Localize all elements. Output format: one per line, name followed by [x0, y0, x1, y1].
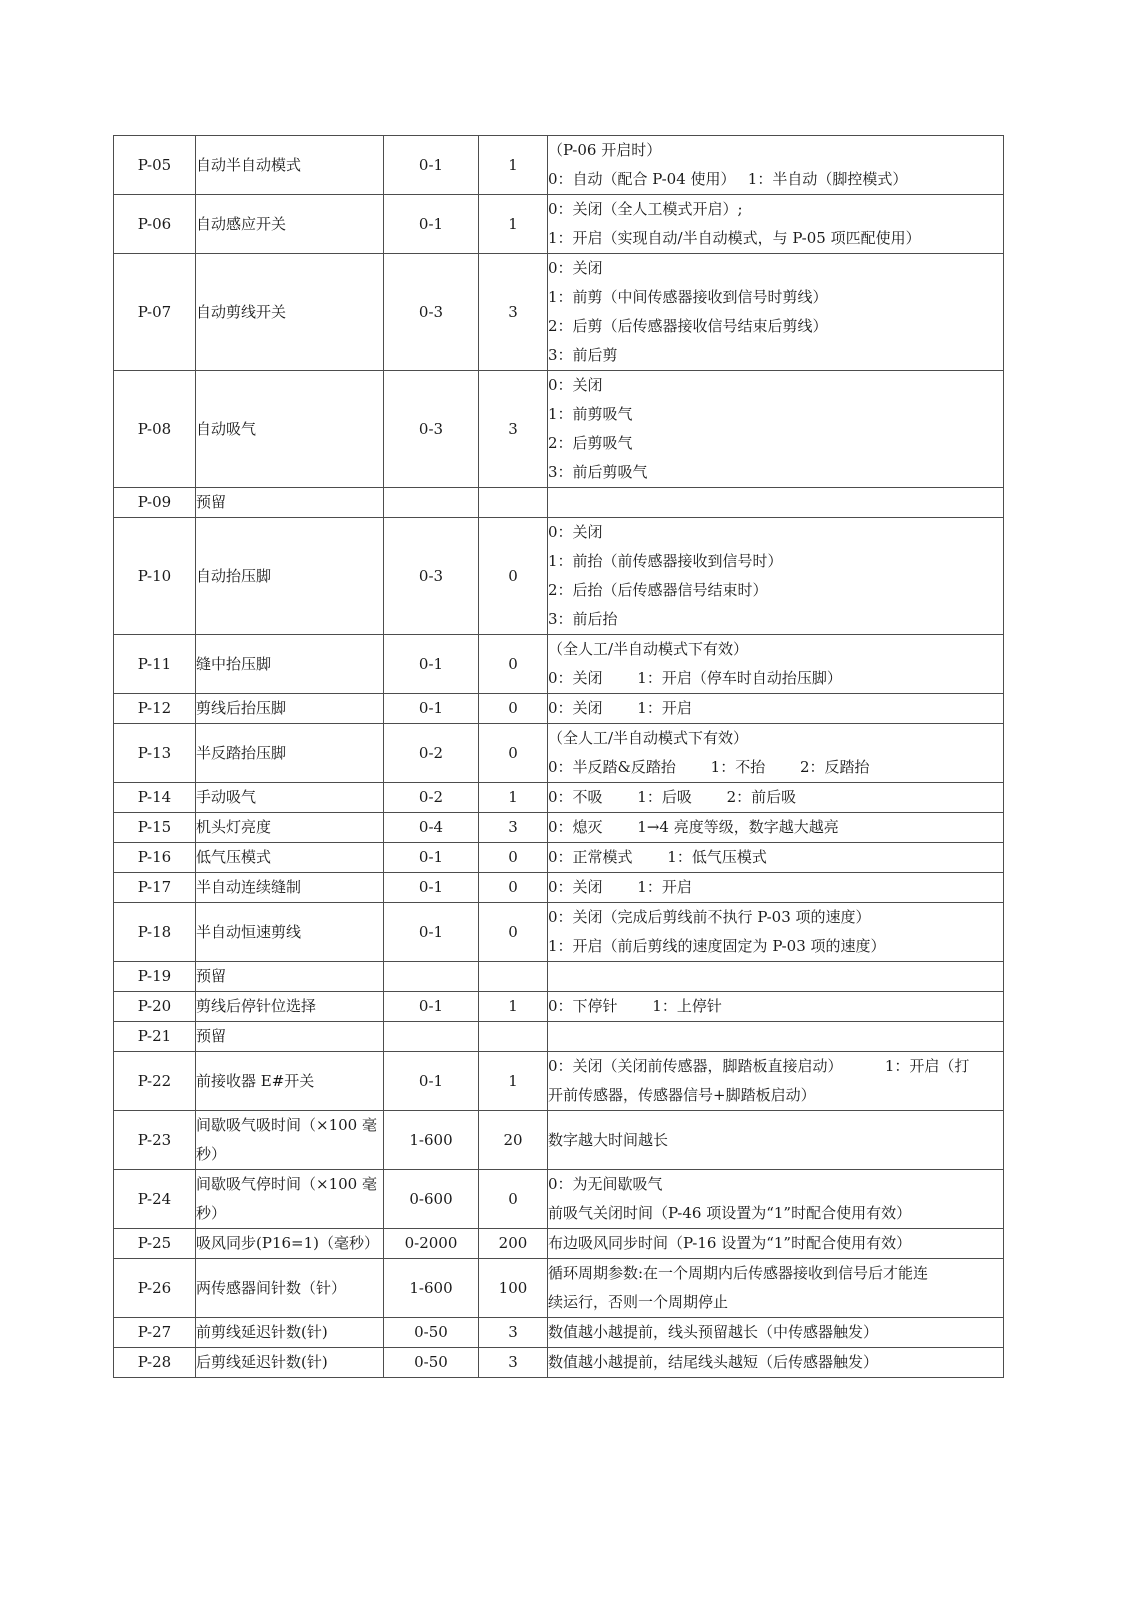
description-line: 1：开启（前后剪线的速度固定为 P-03 项的速度） — [548, 937, 886, 955]
table-row — [114, 992, 1004, 1022]
table-row — [114, 635, 1004, 694]
param-name-cell: 两传感器间针数（针） — [196, 1259, 384, 1318]
param-code-cell: P-22 — [114, 1052, 196, 1111]
description-line: 0：关闭（关闭前传感器，脚踏板直接启动） 1：开启（打 — [548, 1057, 970, 1075]
table-row — [114, 488, 1004, 518]
param-range-cell: 0-3 — [384, 371, 479, 488]
param-name-cell: 自动抬压脚 — [196, 518, 384, 635]
param-default-cell: 0 — [479, 694, 548, 724]
param-range-cell: 0-1 — [384, 635, 479, 694]
param-range-cell: 0-4 — [384, 813, 479, 843]
param-description-cell — [548, 843, 1004, 873]
param-code-cell: P-20 — [114, 992, 196, 1022]
param-range-cell: 0-50 — [384, 1348, 479, 1378]
param-description-cell — [548, 136, 1004, 195]
description-line: （P-06 开启时） — [548, 141, 662, 159]
param-name-cell: 自动半自动模式 — [196, 136, 384, 195]
description-line: 0：熄灭 1→4 亮度等级，数字越大越亮 — [548, 818, 839, 836]
description-line: （全人工/半自动模式下有效） — [548, 640, 749, 658]
param-description-cell — [548, 783, 1004, 813]
param-range-cell: 0-50 — [384, 1318, 479, 1348]
param-name-cell: 后剪线延迟针数(针) — [196, 1348, 384, 1378]
param-range-cell: 1-600 — [384, 1259, 479, 1318]
description-line: 数值越小越提前，线头预留越长（中传感器触发） — [548, 1323, 879, 1341]
param-description-cell — [548, 488, 1004, 518]
param-default-cell: 1 — [479, 992, 548, 1022]
param-code-cell: P-28 — [114, 1348, 196, 1378]
param-name-cell: 机头灯亮度 — [196, 813, 384, 843]
param-code-cell: P-18 — [114, 903, 196, 962]
param-range-cell: 0-1 — [384, 1052, 479, 1111]
param-name-cell: 间歇吸气停时间（×100 毫秒） — [196, 1170, 384, 1229]
table-row — [114, 518, 1004, 635]
description-line: 0：为无间歇吸气 — [548, 1175, 663, 1193]
param-default-cell: 1 — [479, 195, 548, 254]
param-description-cell — [548, 1348, 1004, 1378]
param-default-cell: 20 — [479, 1111, 548, 1170]
table-row — [114, 1229, 1004, 1259]
table-row — [114, 1318, 1004, 1348]
param-name-cell: 预留 — [196, 488, 384, 518]
param-name-cell: 剪线后抬压脚 — [196, 694, 384, 724]
param-default-cell: 3 — [479, 254, 548, 371]
param-range-cell: 0-1 — [384, 843, 479, 873]
parameter-table — [113, 135, 1004, 1378]
table-row — [114, 1111, 1004, 1170]
param-name-cell: 预留 — [196, 1022, 384, 1052]
param-code-cell: P-19 — [114, 962, 196, 992]
param-default-cell: 3 — [479, 1348, 548, 1378]
param-description-cell — [548, 962, 1004, 992]
description-line: 0：关闭 1：开启 — [548, 878, 692, 896]
description-line: 0：不吸 1：后吸 2：前后吸 — [548, 788, 797, 806]
param-description-cell — [548, 518, 1004, 635]
param-code-cell: P-24 — [114, 1170, 196, 1229]
description-line: 2：后剪吸气 — [548, 434, 633, 452]
param-name-cell: 自动剪线开关 — [196, 254, 384, 371]
description-line: 0：下停针 1：上停针 — [548, 997, 722, 1015]
param-description-cell — [548, 1170, 1004, 1229]
param-default-cell: 1 — [479, 1052, 548, 1111]
param-description-cell — [548, 724, 1004, 783]
param-range-cell: 0-2 — [384, 724, 479, 783]
param-description-cell — [548, 1111, 1004, 1170]
param-description-cell — [548, 903, 1004, 962]
param-code-cell: P-25 — [114, 1229, 196, 1259]
param-code-cell: P-12 — [114, 694, 196, 724]
table-row — [114, 903, 1004, 962]
param-code-cell: P-15 — [114, 813, 196, 843]
table-row — [114, 843, 1004, 873]
param-description-cell — [548, 195, 1004, 254]
param-name-cell: 自动吸气 — [196, 371, 384, 488]
param-code-cell: P-26 — [114, 1259, 196, 1318]
param-code-cell: P-06 — [114, 195, 196, 254]
description-line: 0：关闭 — [548, 523, 603, 541]
param-code-cell: P-05 — [114, 136, 196, 195]
param-default-cell: 0 — [479, 635, 548, 694]
param-code-cell: P-16 — [114, 843, 196, 873]
description-line: 0：关闭 1：开启（停车时自动抬压脚） — [548, 669, 842, 687]
param-default-cell: 1 — [479, 136, 548, 195]
description-line: 0：关闭 — [548, 376, 603, 394]
param-range-cell: 0-1 — [384, 873, 479, 903]
description-line: 0：正常模式 1：低气压模式 — [548, 848, 767, 866]
param-range-cell: 0-3 — [384, 254, 479, 371]
param-description-cell — [548, 813, 1004, 843]
param-name-cell: 自动感应开关 — [196, 195, 384, 254]
param-name-cell: 缝中抬压脚 — [196, 635, 384, 694]
description-line: 1：前剪吸气 — [548, 405, 633, 423]
param-default-cell: 0 — [479, 843, 548, 873]
description-line: 前吸气关闭时间（P-46 项设置为“1”时配合使用有效） — [548, 1204, 912, 1222]
description-line: 2：后剪（后传感器接收信号结束后剪线） — [548, 317, 828, 335]
param-range-cell: 0-3 — [384, 518, 479, 635]
description-line: 循环周期参数:在一个周期内后传感器接收到信号后才能连 — [548, 1264, 929, 1282]
description-line: 1：开启（实现自动/半自动模式，与 P-05 项匹配使用） — [548, 229, 921, 247]
description-line: 0：关闭（完成后剪线前不执行 P-03 项的速度） — [548, 908, 871, 926]
table-row — [114, 1170, 1004, 1229]
table-row — [114, 1348, 1004, 1378]
description-line: 3：前后剪吸气 — [548, 463, 648, 481]
table-row — [114, 813, 1004, 843]
param-range-cell: 0-2000 — [384, 1229, 479, 1259]
table-row — [114, 1052, 1004, 1111]
param-description-cell — [548, 1318, 1004, 1348]
table-row — [114, 195, 1004, 254]
param-description-cell — [548, 1052, 1004, 1111]
param-description-cell — [548, 1229, 1004, 1259]
param-name-cell: 前剪线延迟针数(针) — [196, 1318, 384, 1348]
description-line: 0：自动（配合 P-04 使用） 1：半自动（脚控模式） — [548, 170, 908, 188]
table-row — [114, 783, 1004, 813]
param-name-cell: 手动吸气 — [196, 783, 384, 813]
param-description-cell — [548, 873, 1004, 903]
param-description-cell — [548, 694, 1004, 724]
description-line: 3：前后剪 — [548, 346, 618, 364]
param-default-cell: 0 — [479, 1170, 548, 1229]
param-default-cell — [479, 1022, 548, 1052]
param-range-cell: 1-600 — [384, 1111, 479, 1170]
description-line: 布边吸风同步时间（P-16 设置为“1”时配合使用有效） — [548, 1234, 912, 1252]
table-row — [114, 694, 1004, 724]
param-description-cell — [548, 992, 1004, 1022]
table-row — [114, 724, 1004, 783]
description-line: （全人工/半自动模式下有效） — [548, 729, 749, 747]
param-default-cell: 0 — [479, 903, 548, 962]
param-range-cell — [384, 962, 479, 992]
description-line: 数值越小越提前，结尾线头越短（后传感器触发） — [548, 1353, 879, 1371]
param-default-cell: 0 — [479, 873, 548, 903]
param-description-cell — [548, 371, 1004, 488]
param-name-cell: 半自动恒速剪线 — [196, 903, 384, 962]
param-range-cell: 0-1 — [384, 694, 479, 724]
param-default-cell: 1 — [479, 783, 548, 813]
param-name-cell: 前接收器 E#开关 — [196, 1052, 384, 1111]
description-line: 0：关闭（全人工模式开启）; — [548, 200, 743, 218]
param-range-cell: 0-2 — [384, 783, 479, 813]
description-line: 0：关闭 — [548, 259, 603, 277]
param-range-cell: 0-1 — [384, 992, 479, 1022]
description-line: 2：后抬（后传感器信号结束时） — [548, 581, 768, 599]
param-description-cell — [548, 254, 1004, 371]
param-default-cell: 3 — [479, 813, 548, 843]
table-row — [114, 371, 1004, 488]
description-line: 1：前抬（前传感器接收到信号时） — [548, 552, 783, 570]
param-code-cell: P-27 — [114, 1318, 196, 1348]
param-code-cell: P-21 — [114, 1022, 196, 1052]
param-range-cell — [384, 1022, 479, 1052]
param-code-cell: P-08 — [114, 371, 196, 488]
description-line: 3：前后抬 — [548, 610, 618, 628]
param-name-cell: 低气压模式 — [196, 843, 384, 873]
param-default-cell: 3 — [479, 371, 548, 488]
param-default-cell: 0 — [479, 724, 548, 783]
param-default-cell: 0 — [479, 518, 548, 635]
param-name-cell: 吸风同步(P16=1)（毫秒） — [196, 1229, 384, 1259]
table-row — [114, 873, 1004, 903]
table-row — [114, 1022, 1004, 1052]
param-code-cell: P-17 — [114, 873, 196, 903]
param-range-cell: 0-1 — [384, 903, 479, 962]
description-line: 0：关闭 1：开启 — [548, 699, 692, 717]
param-default-cell — [479, 962, 548, 992]
description-line: 1：前剪（中间传感器接收到信号时剪线） — [548, 288, 828, 306]
param-name-cell: 剪线后停针位选择 — [196, 992, 384, 1022]
param-code-cell: P-10 — [114, 518, 196, 635]
param-code-cell: P-13 — [114, 724, 196, 783]
param-range-cell — [384, 488, 479, 518]
param-range-cell: 0-600 — [384, 1170, 479, 1229]
param-code-cell: P-09 — [114, 488, 196, 518]
param-code-cell: P-14 — [114, 783, 196, 813]
param-description-cell — [548, 1022, 1004, 1052]
description-line: 续运行，否则一个周期停止 — [548, 1293, 729, 1311]
param-name-cell: 间歇吸气吸时间（×100 毫秒） — [196, 1111, 384, 1170]
table-row — [114, 962, 1004, 992]
param-default-cell: 100 — [479, 1259, 548, 1318]
description-line: 0：半反踏&反踏抬 1：不抬 2：反踏抬 — [548, 758, 870, 776]
param-name-cell: 半自动连续缝制 — [196, 873, 384, 903]
param-range-cell: 0-1 — [384, 195, 479, 254]
param-name-cell: 半反踏抬压脚 — [196, 724, 384, 783]
param-code-cell: P-23 — [114, 1111, 196, 1170]
table-row — [114, 1259, 1004, 1318]
description-line: 开前传感器，传感器信号+脚踏板启动） — [548, 1086, 816, 1104]
param-default-cell: 3 — [479, 1318, 548, 1348]
param-default-cell: 200 — [479, 1229, 548, 1259]
param-description-cell — [548, 635, 1004, 694]
param-range-cell: 0-1 — [384, 136, 479, 195]
description-line: 数字越大时间越长 — [548, 1130, 669, 1149]
param-code-cell: P-11 — [114, 635, 196, 694]
param-code-cell: P-07 — [114, 254, 196, 371]
parameter-table-body — [114, 136, 1004, 1378]
param-name-cell: 预留 — [196, 962, 384, 992]
param-default-cell — [479, 488, 548, 518]
table-row — [114, 254, 1004, 371]
table-row — [114, 136, 1004, 195]
param-description-cell — [548, 1259, 1004, 1318]
